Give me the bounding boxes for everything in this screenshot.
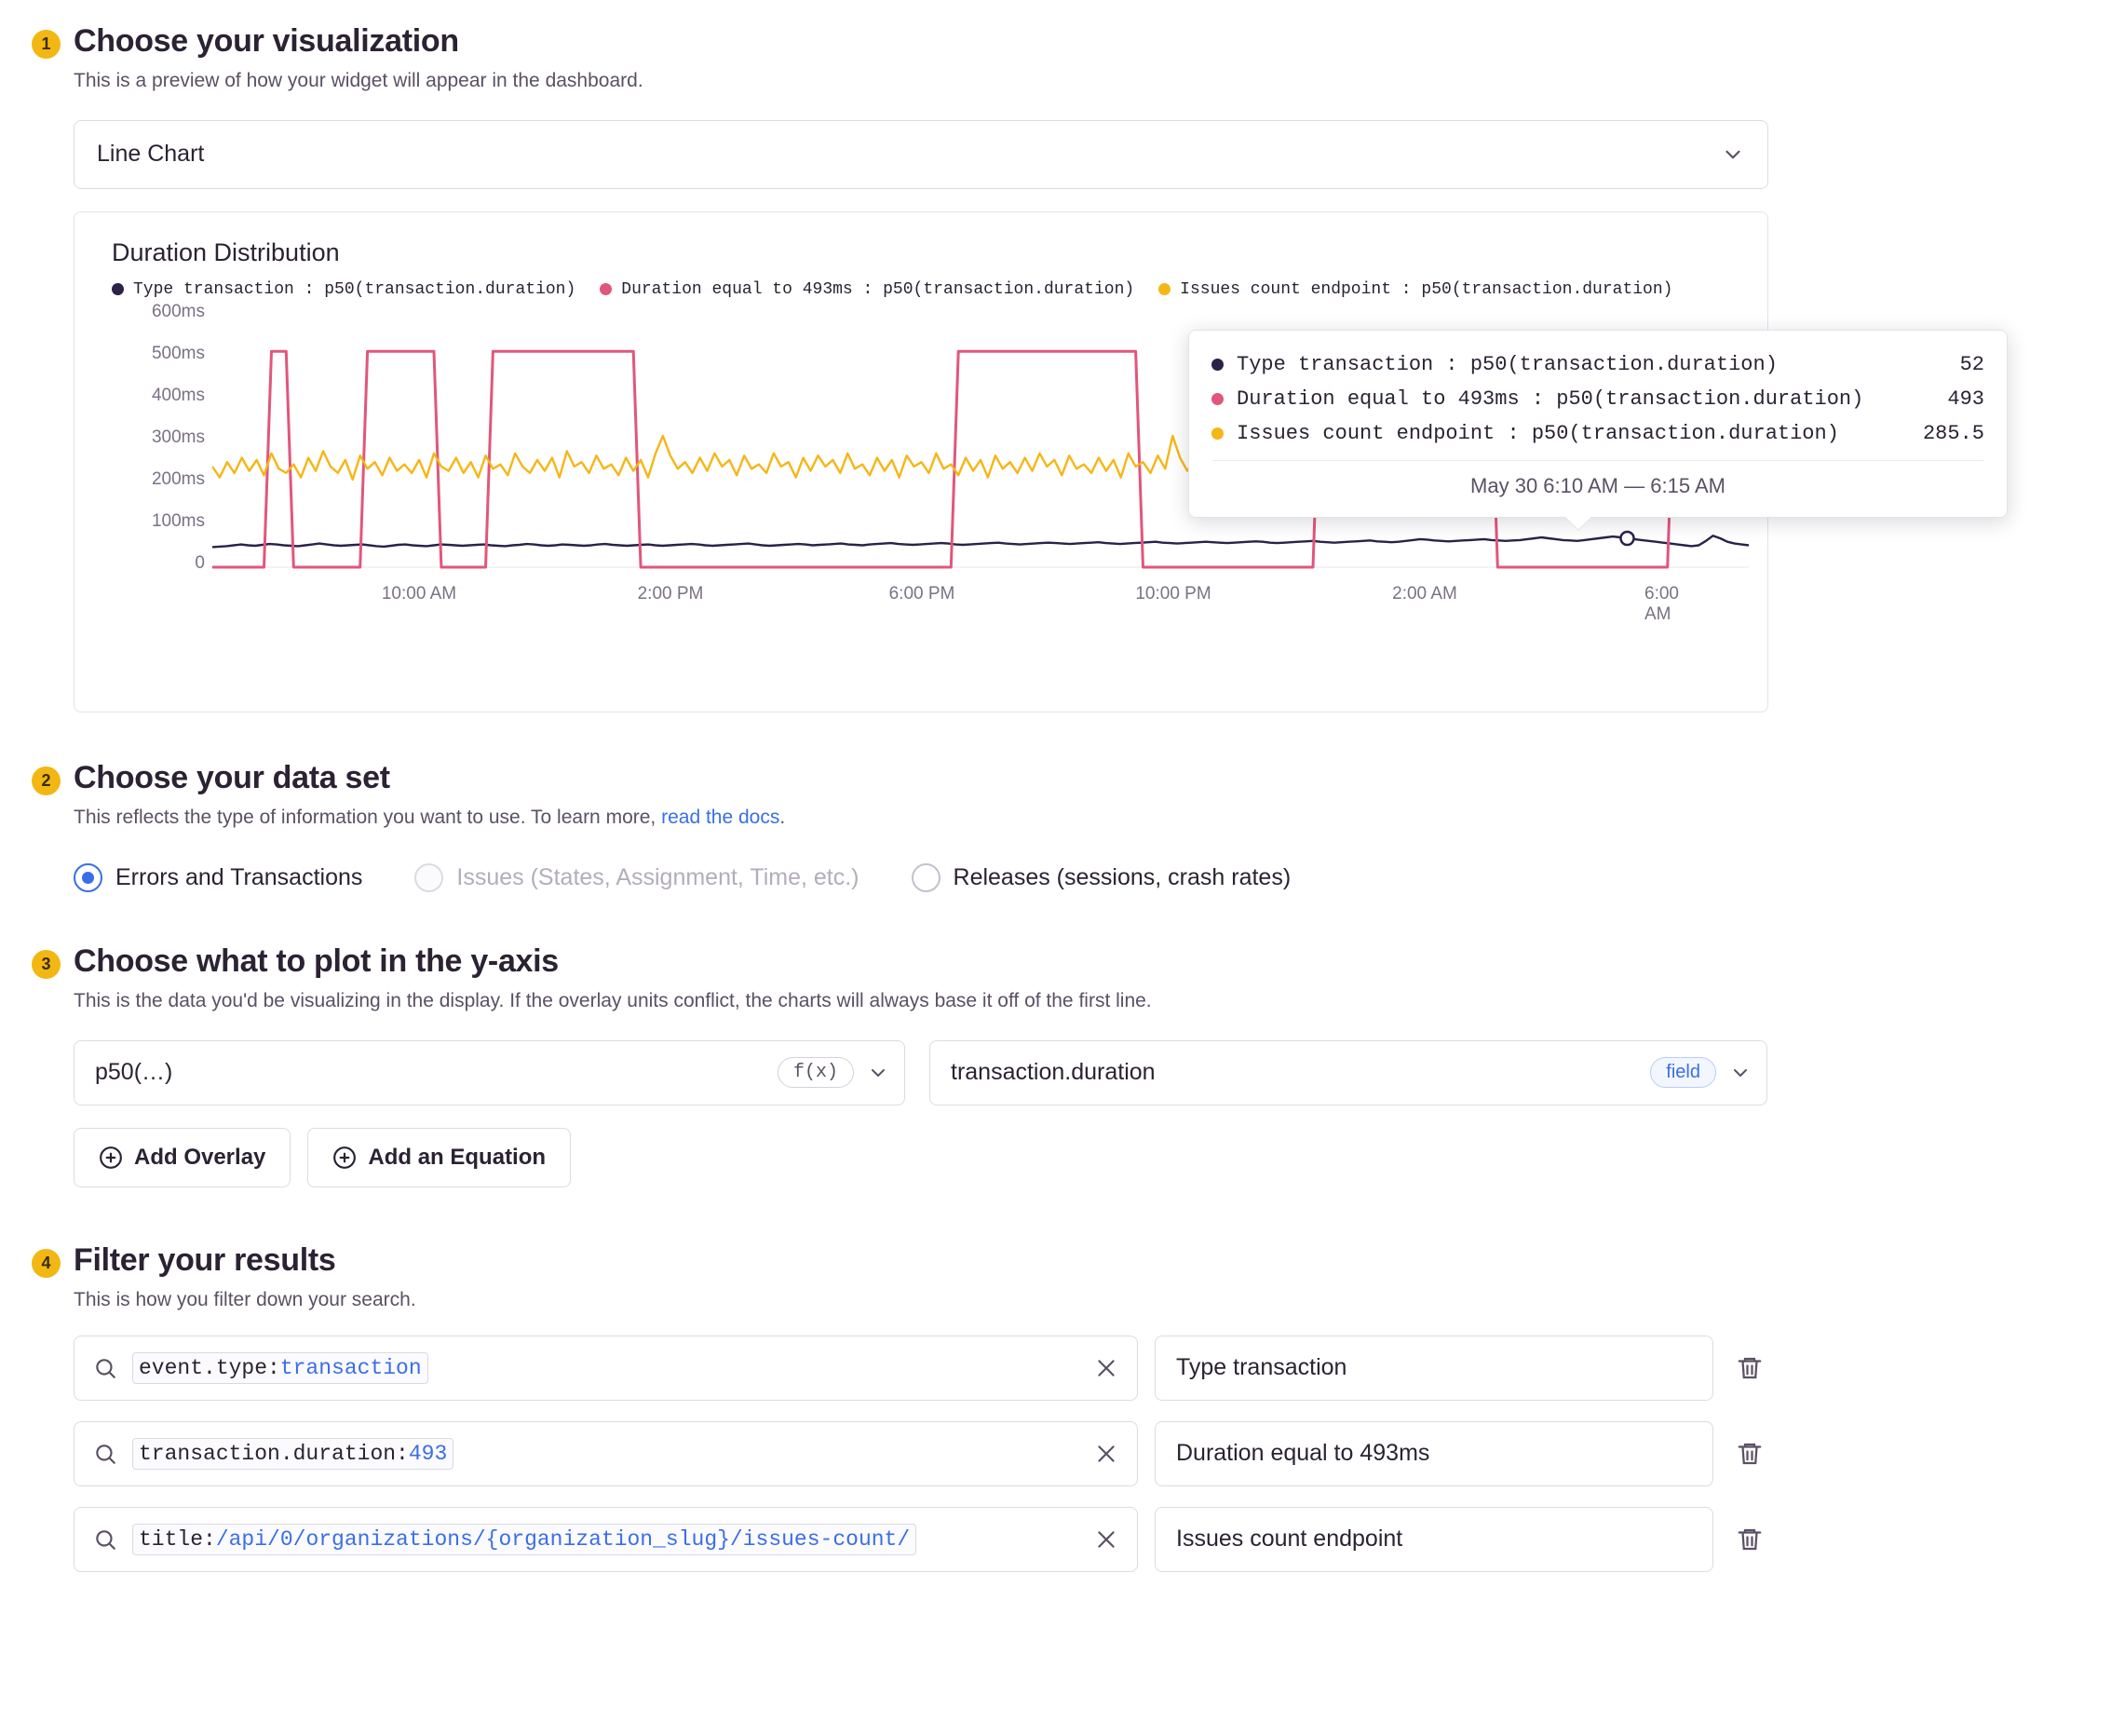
tooltip-timerange: May 30 6:10 AM — 6:15 AM <box>1211 460 1984 508</box>
y-tick-label: 400ms <box>151 385 205 405</box>
radio-label: Errors and Transactions <box>115 864 363 891</box>
query-value: transaction <box>279 1355 422 1380</box>
chevron-down-icon[interactable] <box>867 1062 889 1084</box>
step3-subtitle: This is the data you'd be visualizing in the display. If the overlay units conflict, the charts will always base it off of the first line. <box>74 990 1152 1012</box>
legend-item[interactable] <box>600 280 1134 299</box>
tooltip-value: 52 <box>1959 352 1984 376</box>
legend-dot-icon <box>1158 283 1171 295</box>
x-axis-labels <box>214 583 1739 624</box>
y-axis-fields-row <box>74 1040 2079 1105</box>
filter-label-value: Issues count endpoint <box>1176 1526 1403 1552</box>
radio-label: Releases (sessions, crash rates) <box>953 864 1292 891</box>
data-set-radio-group <box>74 832 2079 892</box>
step4-subtitle: This is how you filter down your search. <box>74 1289 416 1311</box>
x-tick-label: 2:00 PM <box>637 583 704 604</box>
step3-header <box>32 941 2079 982</box>
delete-filter-icon[interactable] <box>1730 1520 1769 1559</box>
add-equation-label: Add an Equation <box>368 1144 547 1170</box>
add-overlay-label: Add Overlay <box>134 1144 266 1170</box>
clear-search-icon[interactable] <box>1094 1527 1118 1552</box>
add-overlay-button[interactable] <box>74 1128 291 1187</box>
filter-label-value: Type transaction <box>1176 1354 1347 1380</box>
tooltip-row <box>1211 416 1984 451</box>
chevron-down-icon[interactable] <box>1729 1062 1752 1084</box>
tooltip-value: 285.5 <box>1922 421 1984 445</box>
y-tick-label: 600ms <box>151 301 205 321</box>
filter-row <box>74 1421 2079 1486</box>
y-tick-label: 100ms <box>151 510 205 531</box>
step-number-badge: 2 <box>32 766 61 795</box>
tooltip-label: Type transaction : p50(transaction.duration) <box>1237 352 1778 376</box>
radio-option-releases[interactable] <box>912 863 1292 892</box>
x-tick-label: 6:00 PM <box>888 583 955 604</box>
chart-tooltip <box>1188 330 2008 518</box>
function-pill-badge: f(x) <box>778 1057 854 1088</box>
section-title: Choose what to plot in the y-axis <box>74 943 559 980</box>
chart-preview-card <box>74 211 1984 712</box>
step1-header <box>32 20 2079 61</box>
chevron-down-icon <box>1721 142 1745 167</box>
query-key: transaction.duration: <box>139 1441 409 1466</box>
tooltip-dot-icon <box>1211 359 1224 371</box>
step-number-badge: 3 <box>32 950 61 979</box>
step-number-badge: 1 <box>32 30 61 59</box>
radio-option-errors-transactions[interactable] <box>74 863 362 892</box>
filter-row <box>74 1336 2079 1401</box>
y-axis-buttons <box>74 1128 2079 1187</box>
read-the-docs-link[interactable]: read the docs <box>661 806 780 828</box>
step-number-badge: 4 <box>32 1249 61 1278</box>
section-choose-visualization <box>32 20 2079 712</box>
visualization-select-value: Line Chart <box>97 141 205 168</box>
filter-label-input[interactable] <box>1155 1421 1713 1486</box>
step1-subtitle: This is a preview of how your widget will appear in the dashboard. <box>74 70 643 92</box>
legend-label: Type transaction : p50(transaction.duration) <box>133 279 576 299</box>
page-title: Choose your visualization <box>74 23 459 59</box>
visualization-select[interactable] <box>74 120 1768 189</box>
delete-filter-icon[interactable] <box>1730 1434 1769 1473</box>
chart-legend <box>112 280 1739 299</box>
search-icon <box>93 1527 117 1552</box>
legend-label: Issues count endpoint : p50(transaction.duration) <box>1180 279 1673 299</box>
tooltip-row <box>1211 347 1984 382</box>
step2-header <box>32 757 2079 798</box>
query-key: event.type: <box>139 1355 280 1380</box>
aggregate-function-field[interactable] <box>74 1040 905 1105</box>
tooltip-label: Duration equal to 493ms : p50(transaction.duration) <box>1237 387 1864 411</box>
filter-label-input[interactable] <box>1155 1507 1713 1572</box>
y-tick-label: 200ms <box>151 468 205 489</box>
clear-search-icon[interactable] <box>1094 1356 1118 1380</box>
legend-item[interactable] <box>1158 280 1672 299</box>
tooltip-dot-icon <box>1211 427 1224 440</box>
search-query-token <box>132 1352 428 1384</box>
section-title: Choose your data set <box>74 759 390 795</box>
tooltip-row <box>1211 382 1984 416</box>
column-field[interactable] <box>929 1040 1767 1105</box>
step2-subtitle <box>74 804 2079 832</box>
x-tick-label: 2:00 AM <box>1392 583 1457 604</box>
query-value: /api/0/organizations/{organization_slug}/issues-count/ <box>215 1526 911 1552</box>
section-choose-y-axis <box>32 941 2079 1187</box>
column-field-value: transaction.duration <box>951 1059 1156 1086</box>
search-query-token <box>132 1438 453 1470</box>
query-value: 493 <box>408 1441 448 1466</box>
aggregate-function-value: p50(…) <box>95 1059 173 1086</box>
search-icon <box>93 1442 117 1466</box>
tooltip-value: 493 <box>1947 387 1984 411</box>
legend-item[interactable] <box>112 280 575 299</box>
tooltip-label: Issues count endpoint : p50(transaction.duration) <box>1237 421 1839 445</box>
radio-icon[interactable] <box>912 863 940 892</box>
x-tick-label: 10:00 PM <box>1135 583 1211 604</box>
step2-subtitle-text: This reflects the type of information you want to use. To learn more, <box>74 806 662 828</box>
step4-header <box>32 1240 2079 1281</box>
y-tick-label: 500ms <box>151 343 205 363</box>
filter-label-value: Duration equal to 493ms <box>1176 1440 1430 1466</box>
search-input[interactable] <box>74 1421 1138 1486</box>
filter-row <box>74 1507 2079 1572</box>
radio-icon[interactable] <box>74 863 102 892</box>
delete-filter-icon[interactable] <box>1730 1349 1769 1388</box>
plus-circle-icon <box>332 1146 357 1170</box>
search-icon <box>93 1356 117 1380</box>
y-axis-labels <box>102 301 205 575</box>
add-equation-button[interactable] <box>307 1128 571 1187</box>
search-input[interactable] <box>74 1336 1138 1401</box>
legend-label: Duration equal to 493ms : p50(transaction.duration) <box>621 279 1135 299</box>
section-choose-data-set <box>32 757 2079 893</box>
section-filter-results <box>32 1240 2079 1609</box>
section-title: Filter your results <box>74 1241 336 1278</box>
step2-subtitle-period: . <box>779 806 786 828</box>
y-tick-label: 0 <box>195 552 205 573</box>
x-tick-label: 10:00 AM <box>381 583 457 604</box>
x-tick-label: 6:00 AM <box>1644 583 1679 624</box>
legend-dot-icon <box>600 283 612 295</box>
search-query-token <box>132 1524 916 1555</box>
clear-search-icon[interactable] <box>1094 1442 1118 1466</box>
field-pill-badge: field <box>1650 1057 1716 1088</box>
radio-icon[interactable] <box>414 863 443 892</box>
search-input[interactable] <box>74 1507 1138 1572</box>
legend-dot-icon <box>112 283 124 295</box>
filter-label-input[interactable] <box>1155 1336 1713 1401</box>
chart-title: Duration Distribution <box>112 237 340 266</box>
radio-label: Issues (States, Assignment, Time, etc.) <box>456 864 859 891</box>
radio-option-issues[interactable] <box>414 863 859 892</box>
plus-circle-icon <box>99 1146 123 1170</box>
tooltip-dot-icon <box>1211 393 1224 405</box>
y-tick-label: 300ms <box>151 427 205 447</box>
query-key: title: <box>139 1526 216 1552</box>
